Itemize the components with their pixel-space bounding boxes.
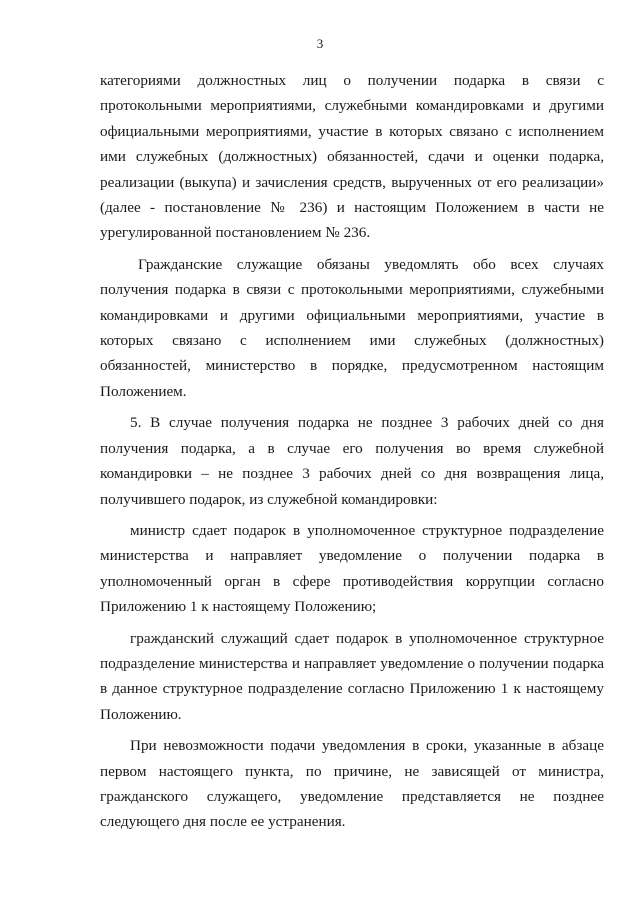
text-line: 5. В случае получения подарка не позднее 3 рабочих дней со дня (130, 414, 604, 432)
text-line: в данное структурное подразделение согласно Приложению 1 к настоящему (100, 680, 604, 698)
text-line: При невозможности подачи уведомления в сроки, указанные в абзаце (130, 737, 604, 755)
text-line: командировки – не позднее 3 рабочих дней со дня возвращения лица, (100, 465, 604, 483)
text-line: получения подарка в связи с протокольными мероприятиями, служебными (100, 281, 604, 299)
text-line: подразделение министерства и направляет уведомление о получении подарка (100, 654, 604, 672)
paragraph-civil-servants-duty (100, 252, 604, 404)
text-line: министр сдает подарок в уполномоченное структурное подразделение (130, 521, 604, 539)
text-line: категориями должностных лиц о получении подарка в связи с (100, 72, 604, 89)
text-line: реализации (выкупа) и зачисления средств, вырученных от его реализации» (100, 173, 604, 191)
text-line: которых связано с исполнением ими служебных (должностных) (100, 332, 604, 350)
text-line: получения подарка, а в случае его получения во время служебной (100, 439, 604, 457)
paragraph-impossibility (100, 733, 604, 835)
text-line: министерства и направляет уведомление о получении подарка в (100, 547, 604, 565)
text-line: (далее - постановление № 236) и настоящим Положением в части не (100, 199, 604, 217)
text-line: уполномоченный орган в сфере противодействия коррупции согласно (100, 572, 604, 590)
paragraph-minister (100, 518, 604, 620)
text-line: обязанностей, министерство в порядке, предусмотренном настоящим (100, 357, 604, 375)
text-line: командировками и другими официальными мероприятиями, участие в (100, 306, 604, 324)
text-line: урегулированной постановлением № 236. (100, 224, 371, 242)
text-line: гражданского служащего, уведомление представляется не позднее (100, 787, 604, 805)
text-line: получившего подарок, из служебной командировки: (100, 490, 438, 508)
text-line: официальными мероприятиями, участие в которых связано с исполнением (100, 122, 604, 140)
paragraph-item-5 (100, 410, 604, 512)
document-body (100, 68, 604, 835)
text-line: Гражданские служащие обязаны уведомлять обо всех случаях (138, 255, 604, 273)
page-number: 3 (316, 36, 324, 51)
text-line: Положением. (100, 382, 187, 400)
text-line: следующего дня после ее устранения. (100, 813, 346, 831)
text-line: гражданский служащий сдает подарок в уполномоченное структурное (130, 629, 604, 647)
text-line: ими служебных (должностных) обязанностей, сдачи и оценки подарка, (100, 148, 604, 166)
text-line: протокольными мероприятиями, служебными командировками и другими (100, 97, 604, 115)
text-line: первом настоящего пункта, по причине, не зависящей от министра, (100, 762, 604, 780)
paragraph-civil-servant (100, 626, 604, 728)
text-line: Приложению 1 к настоящему Положению; (100, 598, 377, 616)
text-line: Положению. (100, 705, 182, 723)
paragraph-continuation (100, 68, 604, 246)
